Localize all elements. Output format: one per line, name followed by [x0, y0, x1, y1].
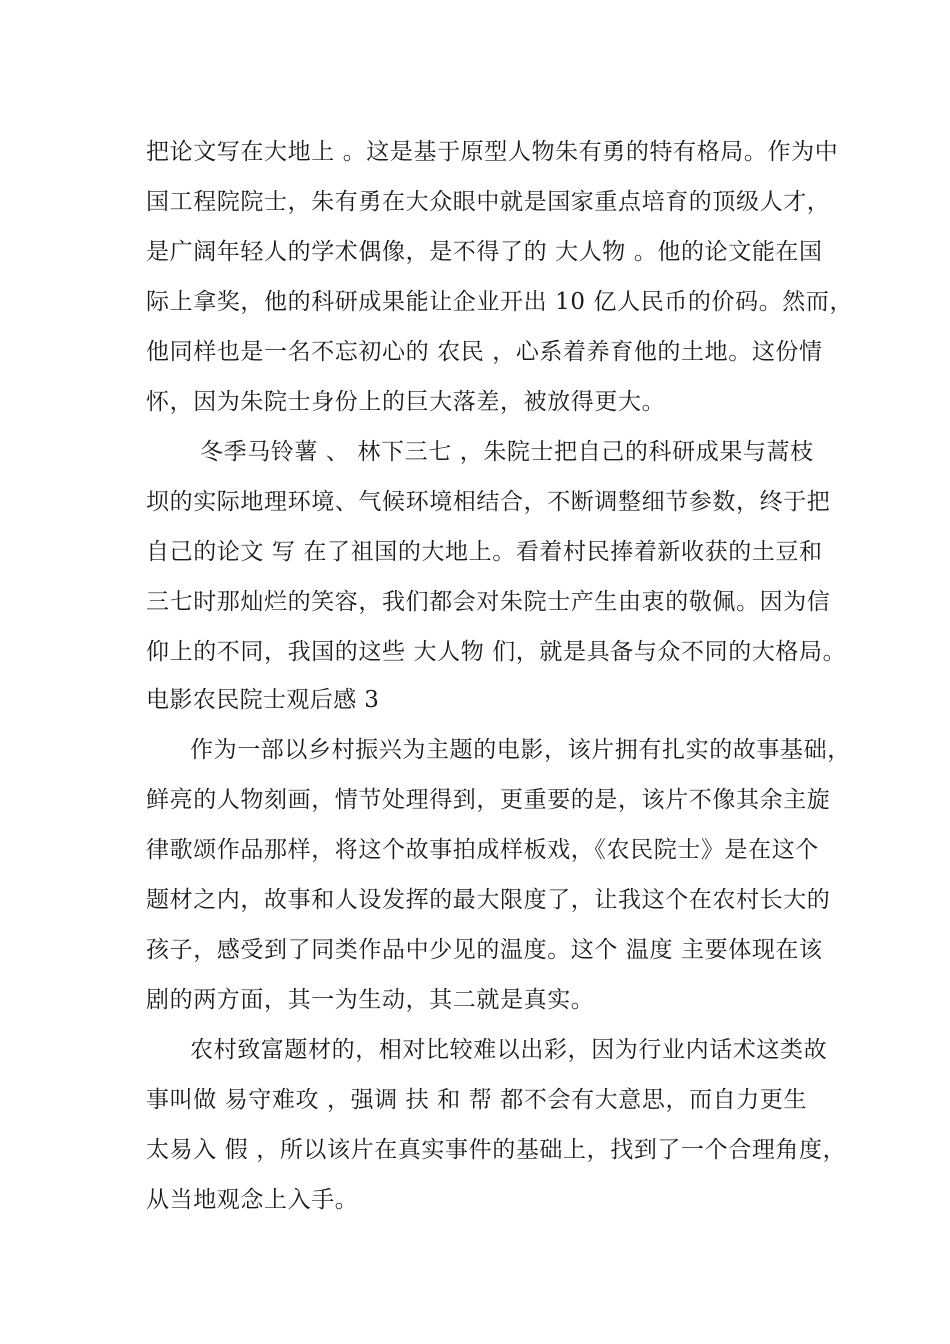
text-line: 农村致富题材的，相对比较难以出彩，因为行业内话术这类故 [190, 1037, 828, 1063]
section-heading: 电影农民院士观后感 3 [146, 687, 380, 713]
text-line: 冬季马铃薯 、 林下三七 ，朱院士把自己的科研成果与蒿枝 [200, 439, 814, 465]
text-line: 从当地观念上入手。 [146, 1187, 359, 1213]
text-line: 太易入 假 ，所以该片在真实事件的基础上，找到了一个合理角度， [146, 1137, 847, 1163]
text-line: 怀，因为朱院士身份上的巨大落差，被放得更大。 [146, 389, 666, 415]
text-line: 剧的两方面，其一为生动，其二就是真实。 [146, 987, 595, 1013]
text-line: 国工程院院士，朱有勇在大众眼中就是国家重点培育的顶级人才， [146, 189, 831, 215]
text-line: 事叫做 易守难攻 ，强调 扶 和 帮 都不会有大意思，而自力更生 [146, 1087, 808, 1113]
text-line: 鲜亮的人物刻画，情节处理得到，更重要的是，该片不像其余主旋 [146, 787, 831, 813]
text-line: 律歌颂作品那样，将这个故事拍成样板戏，《农民院士》是在这个 [146, 837, 819, 863]
text-line: 自己的论文 写 在了祖国的大地上。看着村民捧着新收获的土豆和 [146, 539, 823, 565]
text-line: 仰上的不同，我国的这些 大人物 们，就是具备与众不同的大格局。 [146, 639, 847, 665]
text-line: 把论文写在大地上 。这是基于原型人物朱有勇的特有格局。作为中 [146, 139, 839, 165]
text-line: 坝的实际地理环境、气候环境相结合，不断调整细节参数，终于把 [146, 489, 831, 515]
text-line: 是广阔年轻人的学术偶像，是不得了的 大人物 。他的论文能在国 [146, 239, 823, 265]
text-line: 作为一部以乡村振兴为主题的电影，该片拥有扎实的故事基础， [190, 737, 851, 763]
text-line: 三七时那灿烂的笑容，我们都会对朱院士产生由衷的敬佩。因为信 [146, 589, 831, 615]
text-line: 孩子，感受到了同类作品中少见的温度。这个 温度 主要体现在该 [146, 937, 823, 963]
text-line: 他同样也是一名不忘初心的 农民 ，心系着养育他的土地。这份情 [146, 339, 823, 365]
text-line: 题材之内，故事和人设发挥的最大限度了，让我这个在农村长大的 [146, 887, 831, 913]
text-line: 际上拿奖，他的科研成果能让企业开出 10 亿人民币的价码。然而， [146, 289, 854, 315]
